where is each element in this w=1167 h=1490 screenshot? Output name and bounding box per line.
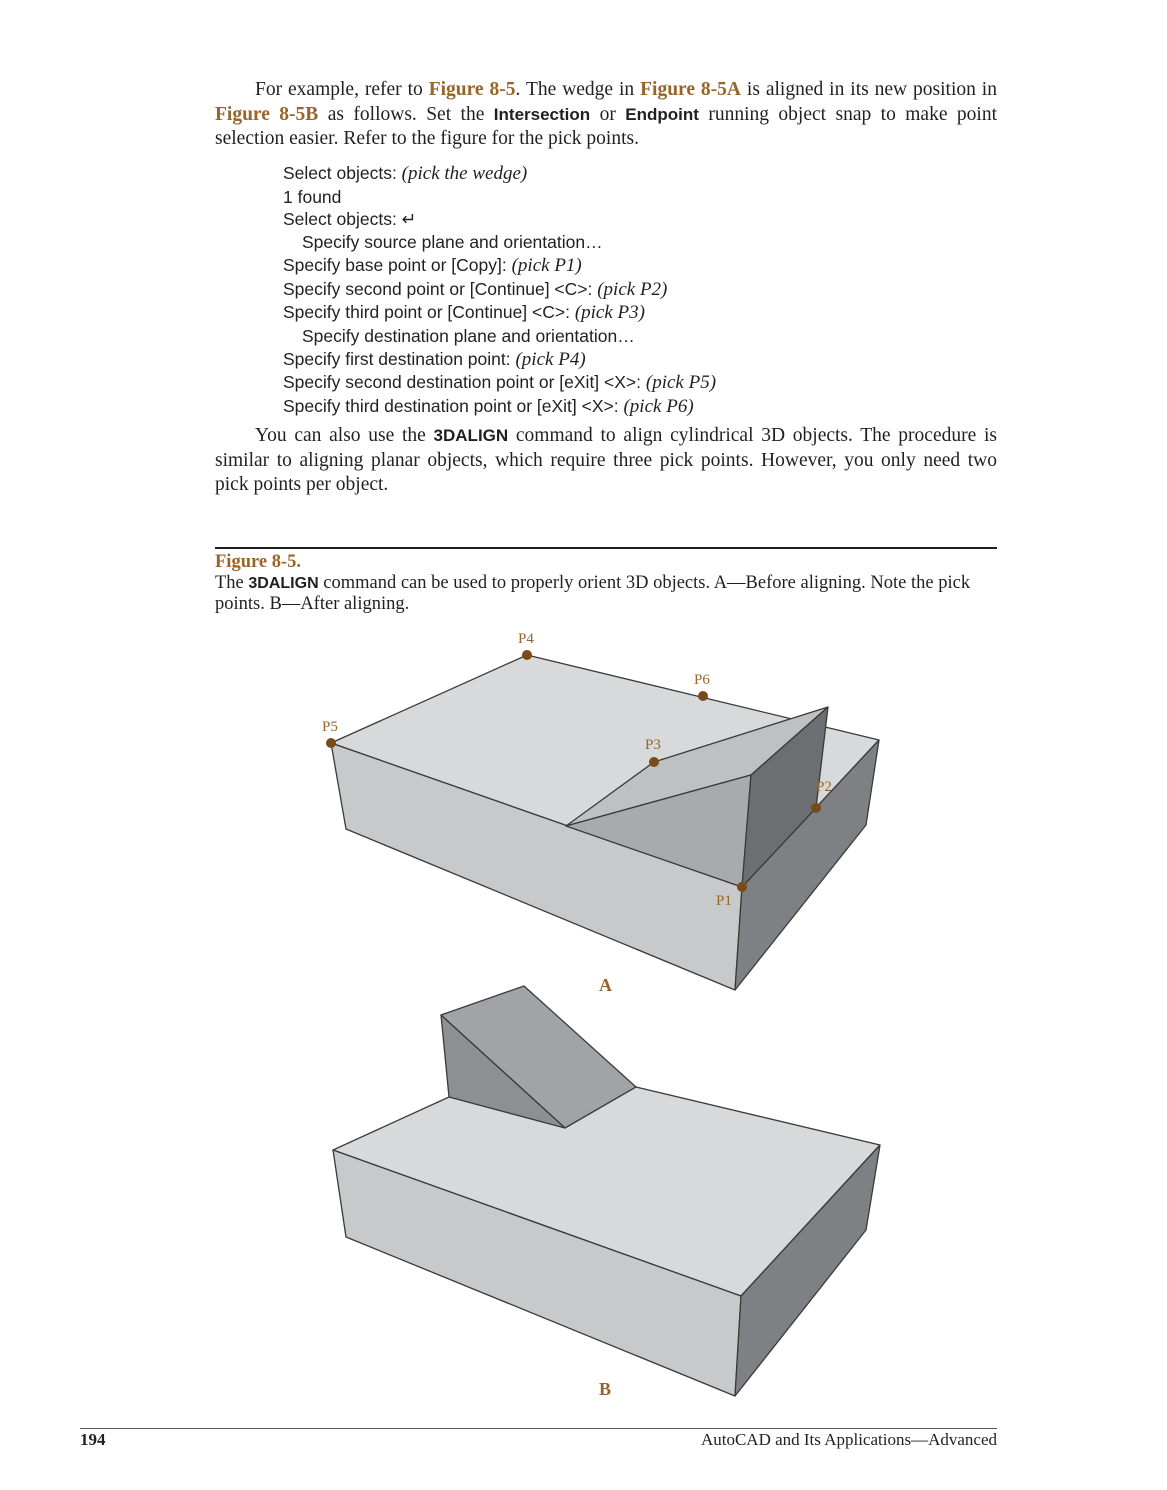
text: or [590, 103, 626, 125]
command-line: Specify source plane and orientation… [302, 232, 603, 253]
figure-ref[interactable]: Figure 8-5B [215, 103, 319, 125]
text: running object snap to make point selection easier. Refer to the figure for the pick points. [215, 103, 997, 149]
command-line: 1 found [283, 186, 342, 207]
text: as follows. Set the [318, 103, 494, 125]
text: is aligned in its new position in [741, 79, 997, 100]
figure-b-label: B [599, 1379, 612, 1399]
command-line: Specify third destination point or [eXit] <X>: (pick P6) [283, 396, 694, 418]
book-title: AutoCAD and Its Applications—Advanced [700, 1430, 997, 1449]
figure-caption: The 3DALIGN command can be used to properly orient 3D objects. A—Before aligning. Note the pick points. B—After aligning. [215, 573, 971, 614]
paragraph-3dalign: You can also use the 3DALIGN command to align cylindrical 3D objects. The procedure is similar to aligning planar objects, which require three pick points. However, you only need two pick points per object. [215, 425, 997, 495]
text: For example, refer to [255, 79, 429, 100]
command-line: Select objects: ↵ [283, 209, 417, 230]
figure-b [333, 986, 880, 1396]
text: . The wedge in [515, 79, 641, 100]
page-number: 194 [80, 1430, 106, 1449]
point-label-p1: P1 [716, 893, 732, 909]
keyword: Endpoint [625, 104, 699, 124]
command-line: Specify second destination point or [eXit] <X>: (pick P5) [283, 372, 717, 394]
figure-a-label: A [599, 975, 612, 995]
figure-ref[interactable]: Figure 8-5A [640, 79, 741, 100]
figure-ref[interactable]: Figure 8-5 [428, 79, 516, 100]
footer-rule [80, 1428, 997, 1429]
point-label-p2: P2 [816, 779, 832, 795]
figure-a [326, 650, 879, 990]
point-label-p6: P6 [694, 672, 710, 688]
command-line: Specify destination plane and orientation… [302, 325, 635, 346]
point-label-p4: P4 [518, 631, 534, 647]
keyword: Intersection [493, 104, 591, 124]
command-line: Specify base point or [Copy]: (pick P1) [283, 254, 582, 276]
keyword: 3DALIGN [433, 426, 509, 445]
command-line: Specify first destination point: (pick P4) [283, 348, 586, 370]
command-line: Specify second point or [Continue] <C>: (pick P2) [283, 278, 668, 300]
point-label-p3: P3 [645, 737, 661, 753]
figure-title: Figure 8-5. [215, 552, 301, 572]
command-line: Specify third point or [Continue] <C>: (pick P3) [283, 302, 645, 324]
point-label-p5: P5 [322, 719, 338, 735]
command-line: Select objects: (pick the wedge) [283, 163, 528, 184]
